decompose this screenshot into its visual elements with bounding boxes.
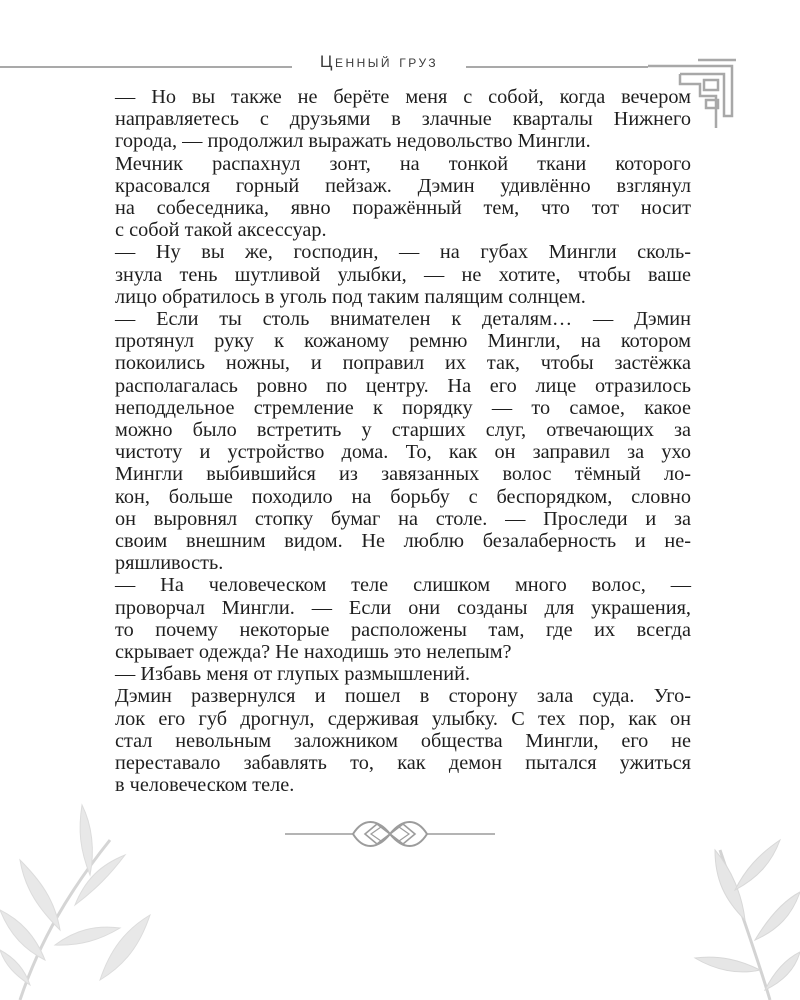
paragraph bbox=[88, 308, 691, 574]
text-line: красовался горный пейзаж. Дэмин удивлённо взглянул bbox=[115, 174, 691, 197]
text-line: — Если ты столь внимателен к деталям… — Дэмин bbox=[115, 308, 691, 331]
text-line: лицо обратилось в уголь под таким палящим солнцем. bbox=[115, 285, 586, 308]
text-line: ряшливость. bbox=[115, 552, 224, 575]
text-line: — Ну вы же, господин, — на губах Мингли сколь- bbox=[115, 241, 691, 264]
text-line: стал невольным заложником общества Мингли, его не bbox=[115, 729, 691, 752]
text-line: Мечник распахнул зонт, на тонкой ткани которого bbox=[115, 152, 691, 175]
paragraph bbox=[88, 241, 691, 308]
text-line: — На человеческом теле слишком много волос, — bbox=[115, 574, 691, 597]
knot-divider-ornament bbox=[285, 812, 495, 856]
bamboo-leaves-right-decoration bbox=[660, 830, 800, 1000]
text-line: проворчал Мингли. — Если они созданы для украшения, bbox=[115, 596, 691, 619]
text-line: неподдельное стремление к порядку — то самое, какое bbox=[115, 396, 691, 419]
paragraph bbox=[88, 663, 691, 685]
text-line: он выровнял стопку бумаг на столе. — Проследи и за bbox=[115, 507, 691, 530]
text-line: переставало забавлять то, как демон пытался ужиться bbox=[115, 752, 691, 775]
text-line: Дэмин развернулся и пошел в сторону зала суда. Уго- bbox=[115, 685, 691, 708]
header-rule-left bbox=[0, 66, 292, 68]
paragraph bbox=[88, 685, 691, 796]
text-line: скрывает одежда? Не находишь это нелепым? bbox=[115, 641, 512, 664]
text-line: кон, больше походило на борьбу с беспорядком, словно bbox=[115, 485, 691, 508]
text-line: покоились ножны, и поправил их так, чтобы застёжка bbox=[115, 352, 691, 375]
text-line: чистоту и устройство дома. То, как он заправил за ухо bbox=[115, 441, 691, 464]
body-text bbox=[88, 86, 691, 797]
text-line: знула тень шутливой улыбки, — не хотите, чтобы ваше bbox=[115, 263, 691, 286]
bamboo-leaves-left-decoration bbox=[0, 780, 170, 1000]
text-line: на собеседника, явно поражённый тем, что тот носит bbox=[115, 197, 691, 220]
text-line: располагалась ровно по центру. На его лице отразилось bbox=[115, 374, 691, 397]
paragraph bbox=[88, 86, 691, 153]
text-line: Мингли выбившийся из завязанных волос тёмный ло- bbox=[115, 463, 691, 486]
text-line: можно было встретить у старших слуг, отвечающих за bbox=[115, 419, 691, 442]
text-line: направляетесь с друзьями в злачные кварталы Нижнего bbox=[115, 108, 691, 131]
paragraph bbox=[88, 574, 691, 663]
running-header-title: Ценный груз bbox=[296, 52, 462, 72]
text-line: то почему некоторые расположены там, где их всегда bbox=[115, 618, 691, 641]
text-line: своим внешним видом. Не люблю безалаберность и не- bbox=[115, 530, 691, 553]
header-rule-right bbox=[466, 66, 648, 68]
text-line: лок его губ дрогнул, сдерживая улыбку. С тех пор, как он bbox=[115, 707, 691, 730]
text-line: — Избавь меня от глупых размышлений. bbox=[115, 663, 471, 686]
text-line: в человеческом теле. bbox=[115, 774, 295, 797]
paragraph bbox=[88, 153, 691, 242]
text-line: города, — продолжил выражать недовольство Мингли. bbox=[115, 130, 591, 153]
text-line: с собой такой аксессуар. bbox=[115, 219, 327, 242]
text-line: — Но вы также не берёте меня с собой, когда вечером bbox=[115, 86, 691, 108]
text-line: протянул руку к кожаному ремню Мингли, на котором bbox=[115, 330, 691, 353]
